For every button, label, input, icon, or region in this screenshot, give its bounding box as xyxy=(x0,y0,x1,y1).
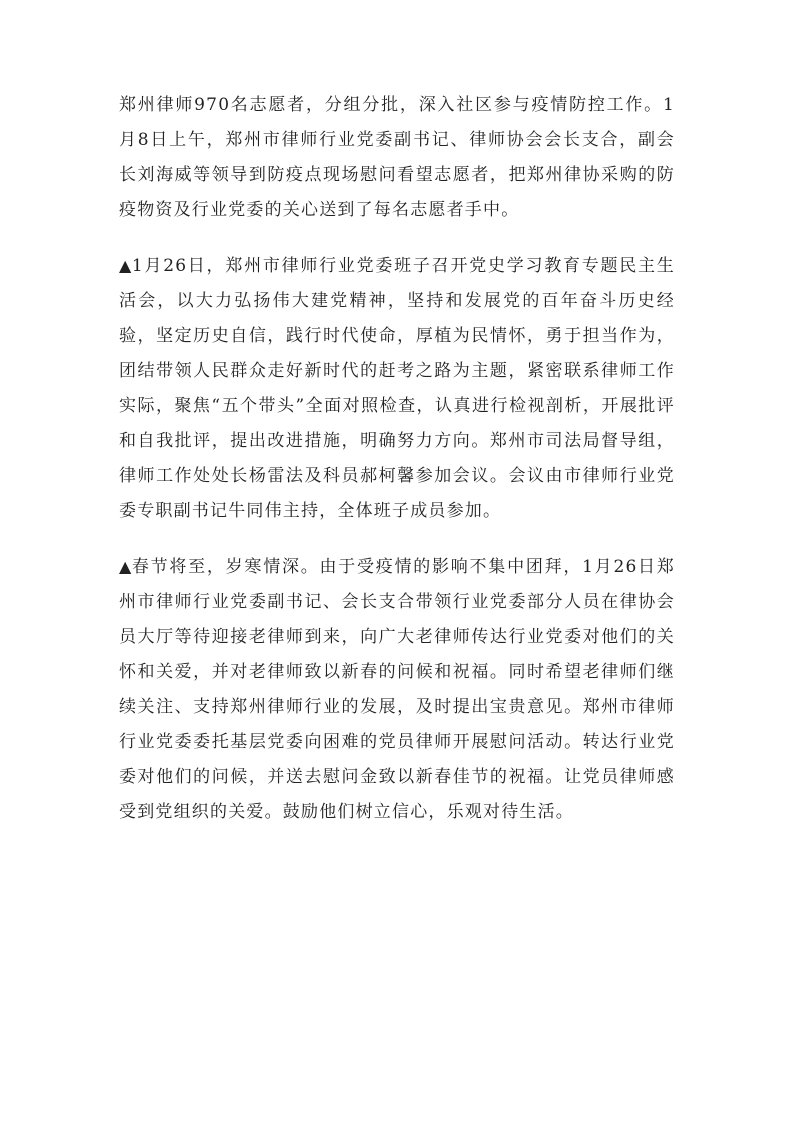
paragraph-text: 1月26日，郑州市律师行业党委班子召开党史学习教育专题民主生活会，以大力弘扬伟大建党精神，坚持和发展党的百年奋斗历史经验，坚定历史自信，践行时代使命，厚植为民情怀，勇于担当作为，团结带领人民群众走好新时代的赶考之路为主题，紧密联系律师工作实际，聚焦“五个带头”全面对照检查，认真进行检视剖析，开展批评和自我批评，提出改进措施，明确努力方向。郑州市司法局督导组，律师工作处处长杨雷法及科员郝柯馨参加会议。会议由市律师行业党委专职副书记牛同伟主持，全体班子成员参加。 xyxy=(119,256,675,521)
paragraph-text: 春节将至，岁寒情深。由于受疫情的影响不集中团拜，1月26日郑州市律师行业党委副书记、会长支合带领行业党委部分人员在律协会员大厅等待迎接老律师到来，向广大老律师传达行业党委对他们的关怀和关爱，并对老律师致以新春的问候和祝福。同时希望老律师们继续关注、支持郑州律师行业的发展，及时提出宝贵意见。郑州市律师行业党委委托基层党委向困难的党员律师开展慰问活动。转达行业党委对他们的问候，并送去慰问金致以新春佳节的祝福。让党员律师感受到党组织的关爱。鼓励他们树立信心，乐观对待生活。 xyxy=(119,557,675,822)
triangle-bullet-icon: ▲ xyxy=(119,256,132,275)
paragraph-democratic-life-meeting xyxy=(119,248,675,529)
triangle-bullet-icon: ▲ xyxy=(119,557,132,576)
paragraph-volunteers xyxy=(119,88,675,228)
document-body xyxy=(119,88,675,850)
paragraph-text: 郑州律师970名志愿者，分组分批，深入社区参与疫情防控工作。1月8日上午，郑州市律师行业党委副书记、律师协会会长支合，副会长刘海威等领导到防疫点现场慰问看望志愿者，把郑州律协采购的防疫物资及行业党委的关心送到了每名志愿者手中。 xyxy=(119,95,675,220)
paragraph-spring-festival-visit xyxy=(119,549,675,830)
